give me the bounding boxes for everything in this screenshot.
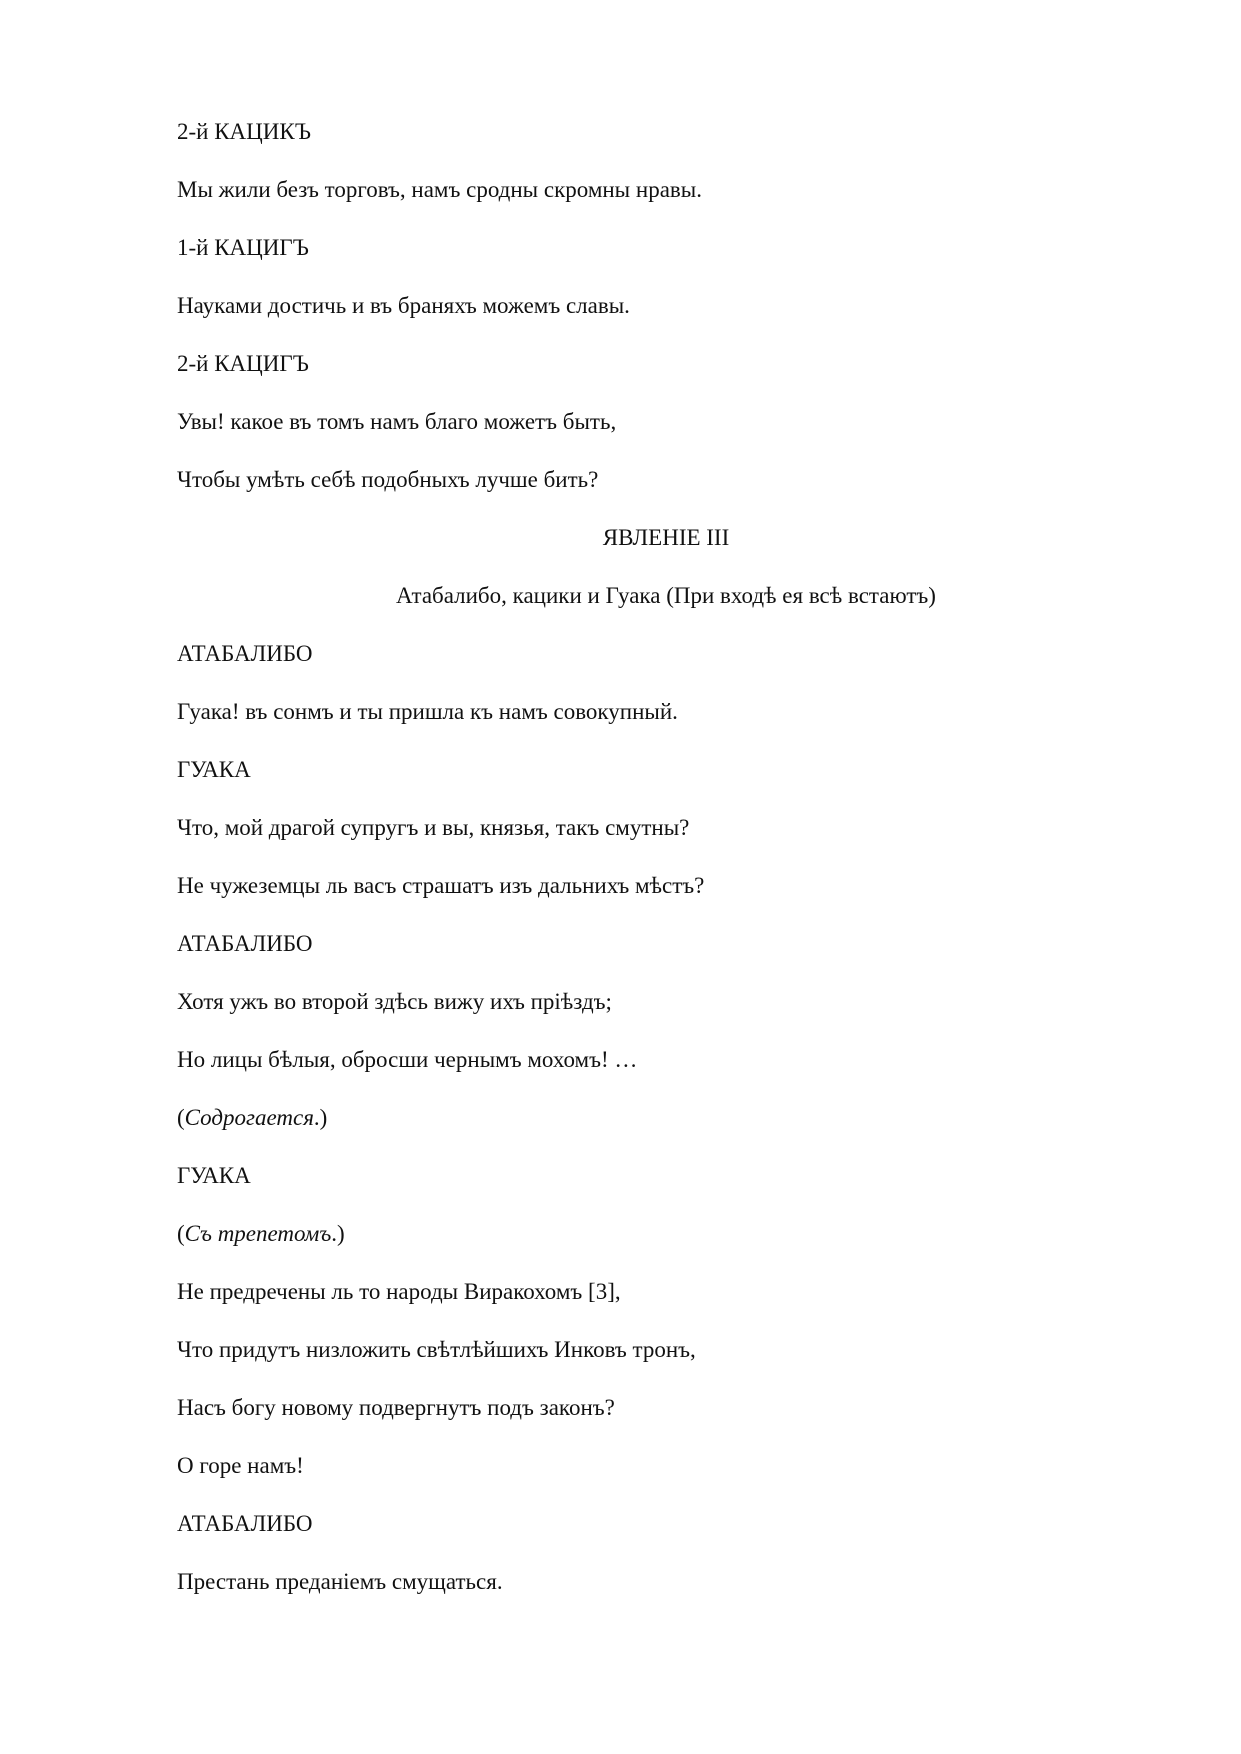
verse-line: Чтобы умѣть себѣ подобныхъ лучше бить?: [177, 467, 599, 492]
verse-line: Но лицы бѣлыя, обросши чернымъ мохомъ! …: [177, 1047, 638, 1072]
paren-open: (: [177, 1105, 185, 1130]
verse-line: Насъ богу новому подвергнутъ подъ законъ?: [177, 1395, 615, 1420]
verse-line: Что придутъ низложить свѣтлѣйшихъ Инковъ тронъ,: [177, 1337, 696, 1362]
stage-direction-text: Содрогается: [184, 1105, 314, 1130]
paren-close: .): [331, 1221, 345, 1246]
speaker-guaka: ГУАКА: [177, 757, 251, 782]
scene-cast: Атабалибо, кацики и Гуака (При входѣ ея всѣ встаютъ): [396, 583, 936, 608]
verse-line: Хотя ужъ во второй здѣсь вижу ихъ прiѣздъ;: [177, 989, 612, 1014]
paren-close: .): [313, 1105, 328, 1130]
scene-heading: ЯВЛЕНIЕ III: [602, 525, 730, 550]
verse-line: Что, мой драгой супругъ и вы, князья, такъ смутны?: [177, 815, 690, 840]
verse-line: Престань преданiемъ смущаться.: [177, 1569, 503, 1594]
verse-line: Не предречены ль то народы Виракохомъ [3],: [177, 1279, 621, 1304]
speaker-guaka: ГУАКА: [177, 1163, 251, 1188]
stage-direction-text: Съ трепетомъ: [184, 1221, 332, 1246]
verse-line: Увы! какое въ томъ намъ благо можетъ быть,: [177, 409, 617, 434]
stage-direction: [177, 1220, 345, 1248]
verse-line: Гуака! въ сонмъ и ты пришла къ намъ совокупный.: [177, 699, 678, 724]
verse-line: Науками достичь и въ браняхъ можемъ славы.: [177, 293, 630, 318]
speaker-atabalibo: АТАБАЛИБО: [177, 641, 313, 666]
paren-open: (: [177, 1221, 185, 1246]
verse-line: О горе намъ!: [177, 1453, 304, 1478]
speaker-atabalibo: АТАБАЛИБО: [177, 1511, 313, 1536]
speaker-cacique-1: 1-й КАЦИГЪ: [177, 235, 309, 260]
verse-line: Не чужеземцы ль васъ страшатъ изъ дальнихъ мѣстъ?: [177, 873, 705, 898]
speaker-cacique-2: 2-й КАЦИГЪ: [177, 351, 309, 376]
speaker-cacique-2: 2-й КАЦИКЪ: [177, 119, 311, 144]
speaker-atabalibo: АТАБАЛИБО: [177, 931, 313, 956]
verse-line: Мы жили безъ торговъ, намъ сродны скромны нравы.: [177, 177, 702, 202]
stage-direction: [177, 1104, 327, 1132]
